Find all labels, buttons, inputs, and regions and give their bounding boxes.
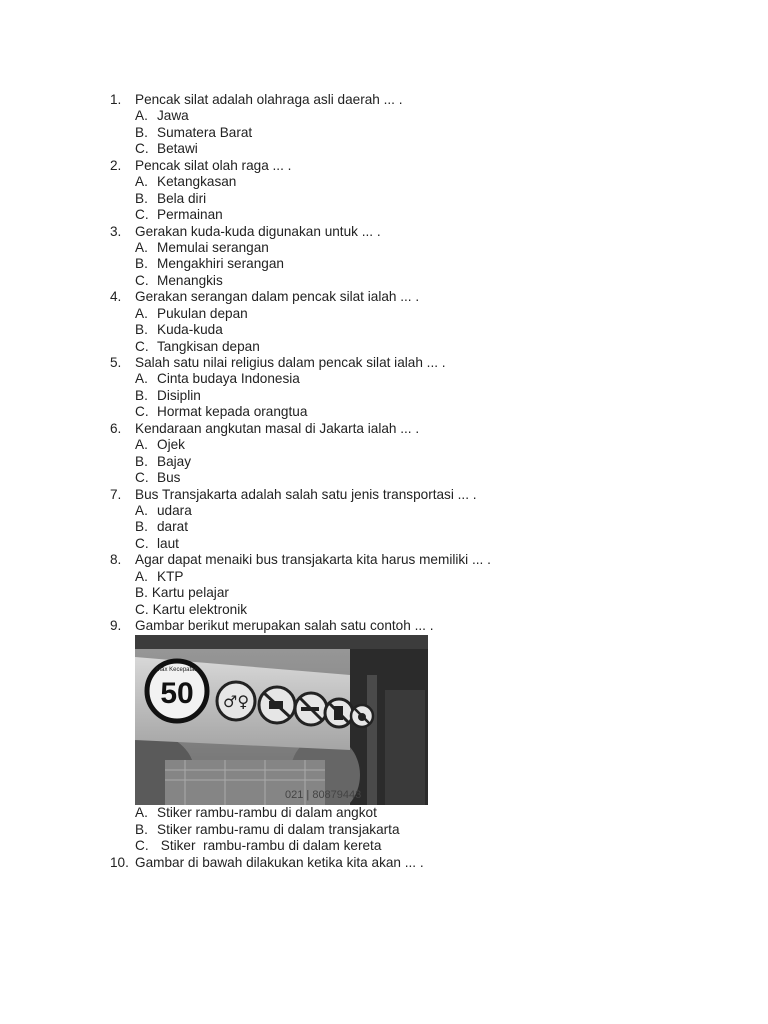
option-text: laut: [157, 535, 179, 551]
option-letter: A.: [135, 108, 148, 124]
question-9: [110, 618, 491, 634]
option-letter: B.: [135, 453, 148, 469]
option: [110, 404, 491, 420]
option: [110, 805, 491, 821]
option-letter: C.: [135, 470, 149, 486]
question-text: Gerakan kuda-kuda digunakan untuk ... .: [135, 223, 381, 239]
speed-sign-label: Max Kecepatan: [156, 667, 198, 674]
option-text: Mengakhiri serangan: [157, 256, 284, 272]
option: [110, 519, 491, 535]
option-text: Tangkisan depan: [157, 338, 260, 354]
no-lighter-icon: [259, 687, 295, 723]
option-letter: C.: [135, 141, 149, 157]
option: [110, 322, 491, 338]
option: [110, 174, 491, 190]
option-text: Disiplin: [157, 387, 201, 403]
option-letter: B.: [135, 821, 148, 837]
option-text: Bajay: [157, 453, 192, 469]
question-number: 6.: [110, 420, 122, 436]
question-text: Bus Transjakarta adalah salah satu jenis transportasi ... .: [135, 486, 477, 502]
question-image: [135, 635, 428, 805]
option: [110, 256, 491, 272]
option-letter: A.: [135, 502, 148, 518]
option-letter: B.: [135, 124, 148, 140]
option: [110, 141, 491, 157]
question-7: [110, 487, 491, 503]
question-number: 8.: [110, 552, 122, 568]
option-text: Kartu elektronik: [152, 601, 248, 617]
no-drink-icon: [325, 699, 353, 727]
option-letter: C.: [135, 838, 149, 854]
option-letter: A.: [135, 371, 148, 387]
option: [110, 470, 491, 486]
option-text: Ketangkasan: [157, 174, 237, 190]
question-text: Pencak silat adalah olahraga asli daerah ... .: [135, 92, 403, 107]
question-10: [110, 855, 491, 871]
option: [110, 437, 491, 453]
option-text: Stiker rambu-rambu di dalam angkot: [157, 805, 377, 821]
option-text: darat: [157, 519, 188, 535]
option-text: Menangkis: [157, 272, 223, 288]
option: [110, 602, 491, 618]
phone-number: 021 | 80879443: [285, 789, 362, 802]
transjakarta-sticker-photo: [135, 635, 428, 805]
option: [110, 503, 491, 519]
question-number: 1.: [110, 92, 122, 107]
option: [110, 191, 491, 207]
option-letter: A.: [135, 568, 148, 584]
question-number: 7.: [110, 486, 122, 502]
option-text: Kartu pelajar: [151, 585, 229, 601]
option-letter: B.: [135, 256, 148, 272]
option-letter: A.: [135, 239, 148, 255]
question-text: Gambar di bawah dilakukan ketika kita akan ... .: [135, 854, 424, 870]
question-2: [110, 158, 491, 174]
option-text: Bus: [157, 470, 181, 486]
option-text: Cinta budaya Indonesia: [157, 371, 300, 387]
option-letter: C.: [135, 272, 149, 288]
svg-text:♂♀: ♂♀: [222, 692, 250, 712]
option: [110, 125, 491, 141]
option-text: Pukulan depan: [157, 305, 248, 321]
option-letter: B.: [135, 322, 148, 338]
family-icon: [217, 682, 255, 720]
option-letter: B.: [135, 190, 148, 206]
option-text: Memulai serangan: [157, 239, 269, 255]
question-number: 9.: [110, 618, 122, 633]
option: [110, 339, 491, 355]
option: [110, 585, 491, 601]
option: [110, 822, 491, 838]
question-6: [110, 421, 491, 437]
option-letter: C.: [135, 338, 149, 354]
speed-value: 50: [160, 677, 194, 711]
option: [110, 454, 491, 470]
option: [110, 273, 491, 289]
option: [110, 108, 491, 124]
question-text: Gerakan serangan dalam pencak silat ialah ... .: [135, 289, 420, 305]
option-letter: A.: [135, 305, 148, 321]
option: [110, 838, 491, 854]
option: [110, 536, 491, 552]
question-text: Agar dapat menaiki bus transjakarta kita harus memiliki ... .: [135, 552, 491, 568]
option-text: Ojek: [157, 437, 185, 453]
option: [110, 240, 491, 256]
question-5: [110, 355, 491, 371]
option-letter: B.: [135, 585, 148, 601]
question-text: Salah satu nilai religius dalam pencak silat ialah ... .: [135, 355, 446, 370]
option-text: Betawi: [157, 141, 198, 157]
question-4: [110, 289, 491, 305]
question-number: 10.: [110, 854, 129, 870]
option-text: Sumatera Barat: [157, 124, 253, 140]
option-text: KTP: [157, 568, 184, 584]
option-text: Hormat kepada orangtua: [157, 404, 308, 420]
option: [110, 569, 491, 585]
option: [110, 207, 491, 223]
option-text: Stiker rambu-ramu di dalam transjakarta: [157, 821, 400, 837]
option: [110, 306, 491, 322]
question-3: [110, 224, 491, 240]
no-durian-icon: [351, 705, 373, 727]
option-letter: C.: [135, 207, 149, 223]
option-text: Kuda-kuda: [157, 322, 223, 338]
option-letter: A.: [135, 437, 148, 453]
option-letter: C.: [135, 404, 149, 420]
option-letter: A.: [135, 805, 148, 821]
question-1: [110, 92, 491, 108]
speed-limit-sign: [147, 661, 207, 721]
option-text: Stiker rambu-rambu di dalam kereta: [157, 838, 382, 854]
option: [110, 371, 491, 387]
option-text: Permainan: [157, 207, 223, 223]
option-letter: C.: [135, 535, 149, 551]
option-text: Bela diri: [157, 190, 207, 206]
option-letter: B.: [135, 519, 148, 535]
option-text: Jawa: [157, 108, 189, 124]
option-text: udara: [157, 502, 192, 518]
question-number: 2.: [110, 157, 122, 173]
question-number: 4.: [110, 289, 122, 305]
option: [110, 388, 491, 404]
option-letter: B.: [135, 387, 148, 403]
question-number: 5.: [110, 355, 122, 370]
question-number: 3.: [110, 223, 122, 239]
question-list: [110, 92, 491, 871]
question-8: [110, 552, 491, 568]
option-letter: A.: [135, 174, 148, 190]
option-letter: C.: [135, 601, 149, 617]
question-text: Kendaraan angkutan masal di Jakarta ialah ... .: [135, 420, 420, 436]
no-smoking-icon: [295, 693, 327, 725]
question-text: Pencak silat olah raga ... .: [135, 157, 292, 173]
question-text: Gambar berikut merupakan salah satu contoh ... .: [135, 618, 434, 633]
